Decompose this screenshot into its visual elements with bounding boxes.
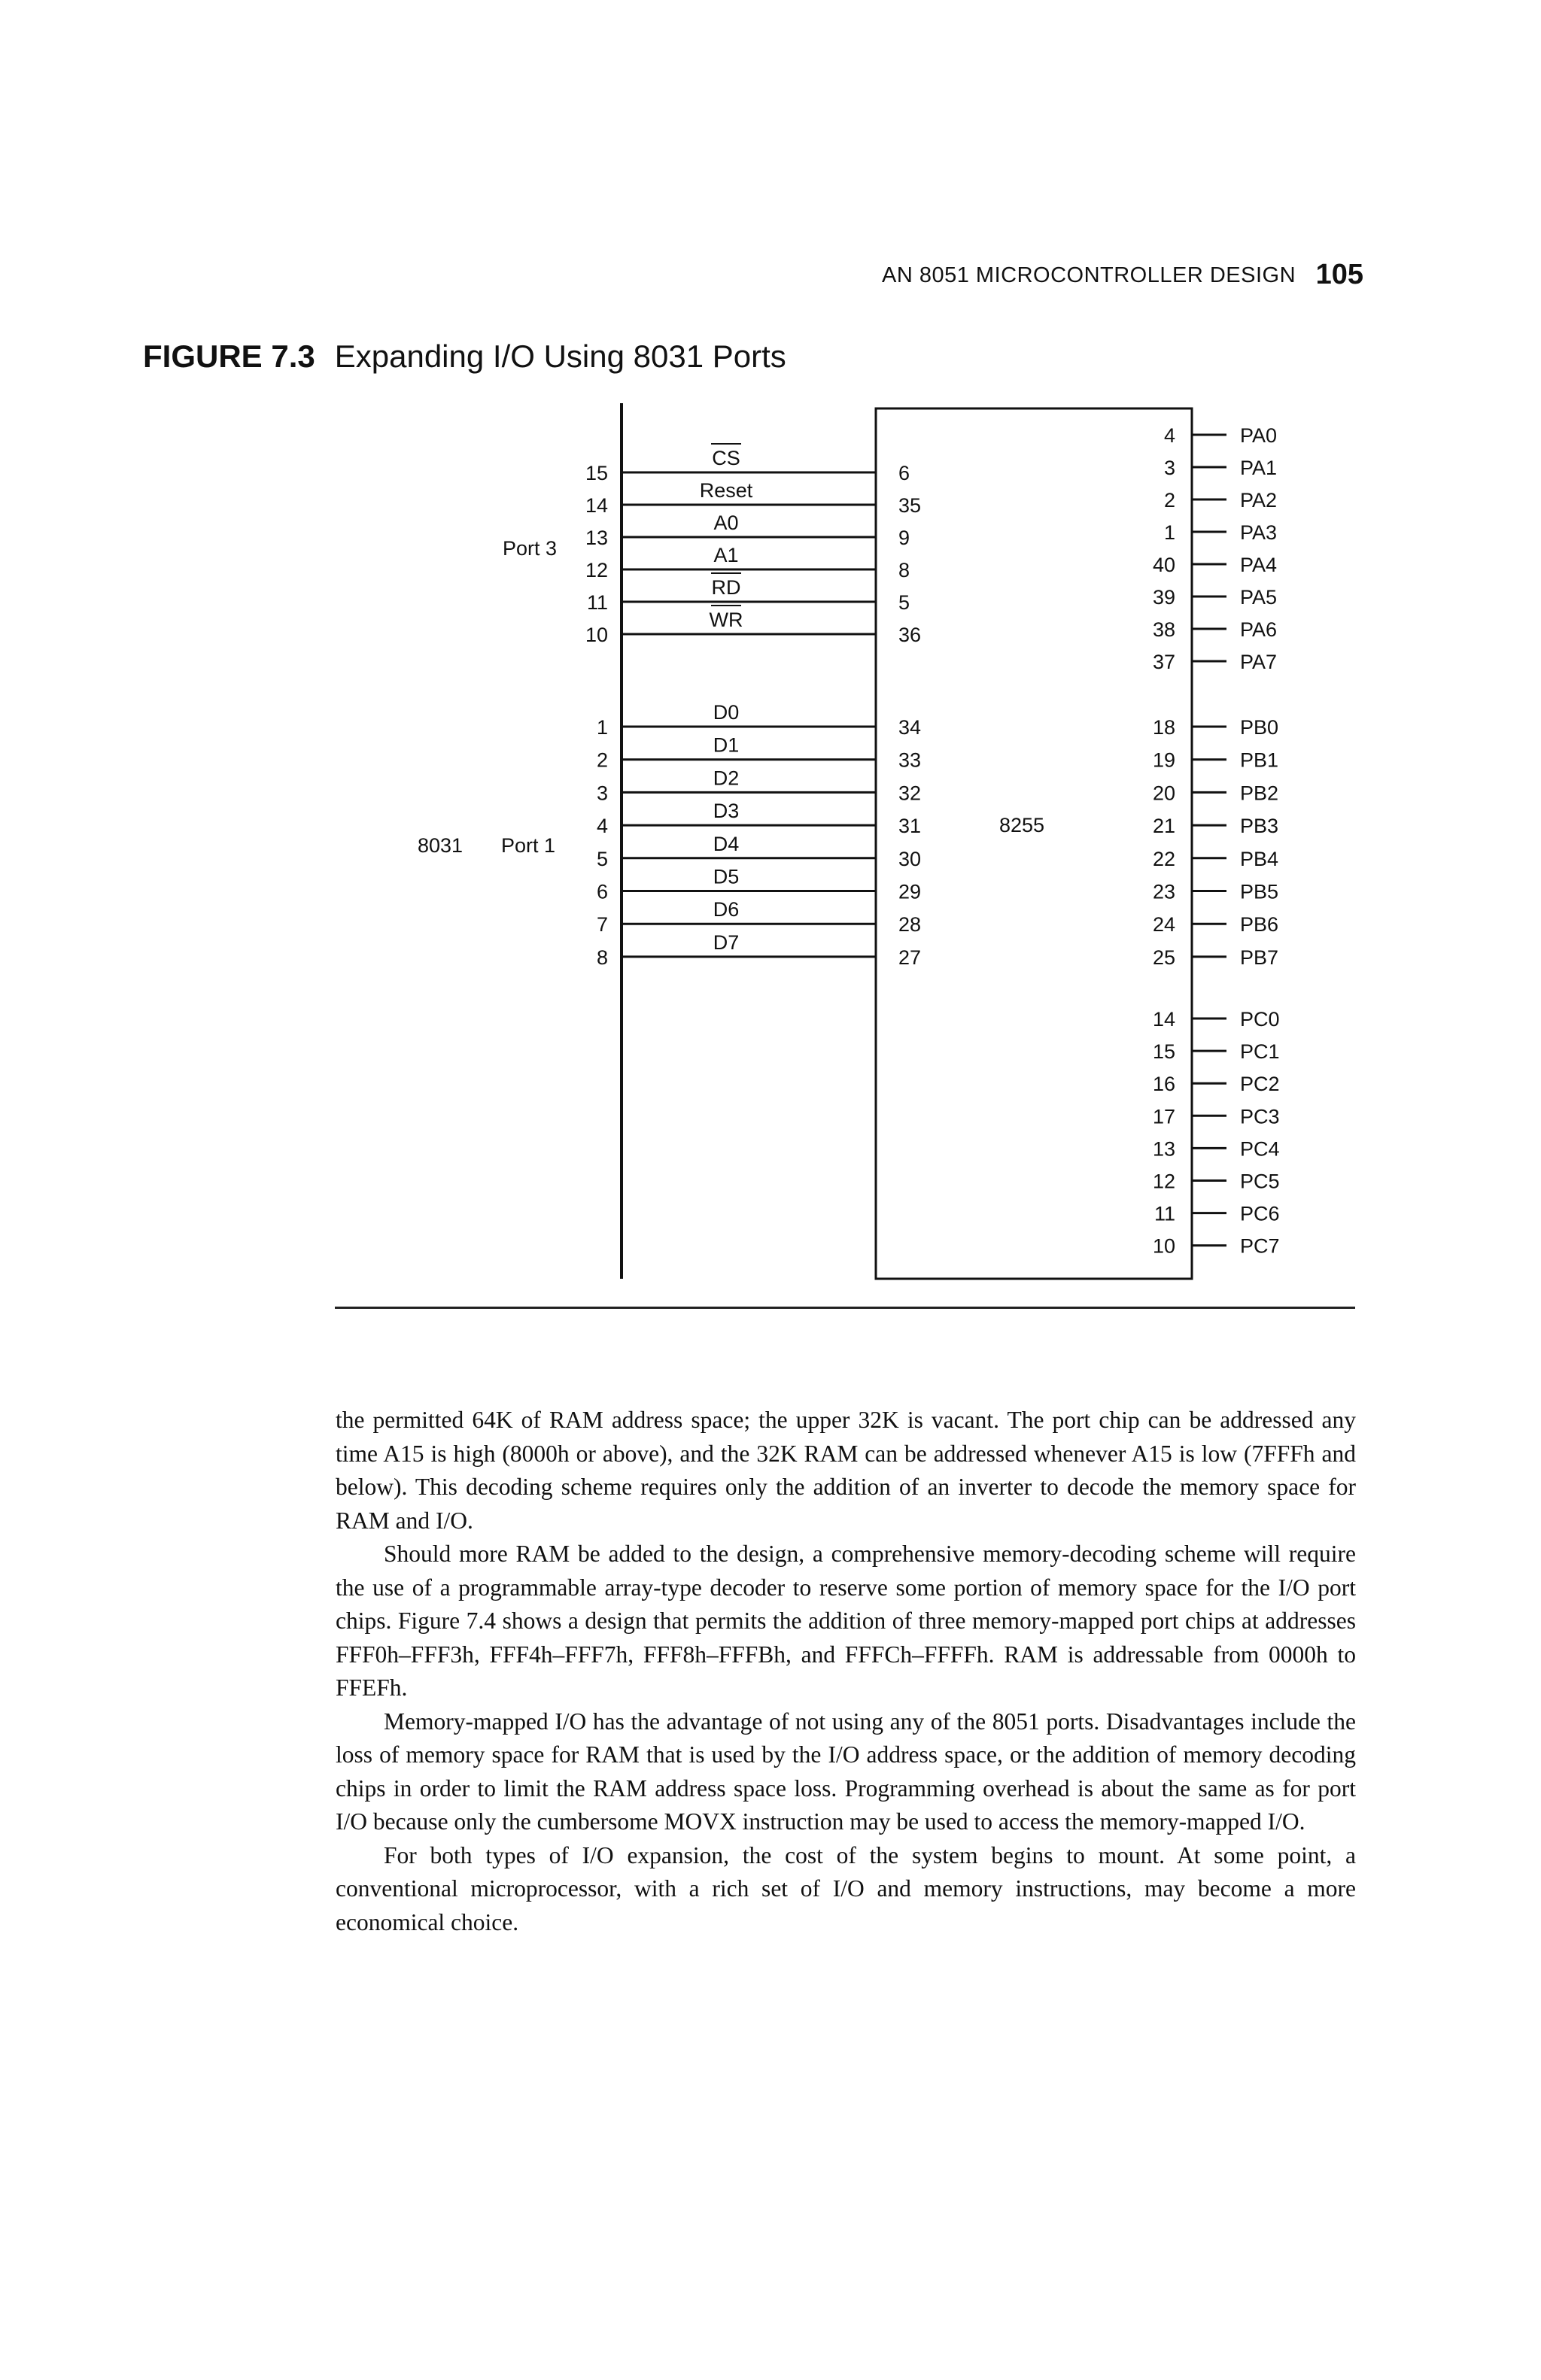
signal-label: D0 bbox=[713, 701, 740, 724]
figure-divider bbox=[335, 1307, 1355, 1309]
output-pin-number: 17 bbox=[1152, 1105, 1175, 1128]
port1-label: Port 1 bbox=[501, 834, 556, 857]
output-pin-name: PB4 bbox=[1240, 847, 1279, 870]
output-pin-name: PB7 bbox=[1240, 946, 1279, 969]
chip-8255-box bbox=[876, 408, 1192, 1279]
chip-8255-pin-number: 28 bbox=[898, 913, 922, 937]
port-pin-number: 11 bbox=[586, 591, 608, 614]
output-pin-number: 24 bbox=[1152, 913, 1175, 937]
output-pin-name: PA4 bbox=[1240, 554, 1278, 576]
output-pin-number: 4 bbox=[1163, 424, 1175, 447]
body-text bbox=[336, 1404, 1356, 1939]
output-pin-name: PC6 bbox=[1240, 1202, 1280, 1225]
figure-label: FIGURE 7.3 bbox=[143, 338, 315, 374]
port-pin-number: 14 bbox=[585, 494, 608, 517]
chip-8255-pin-number: 32 bbox=[898, 782, 922, 805]
output-pin-name: PB2 bbox=[1240, 782, 1279, 805]
output-pin-number: 3 bbox=[1163, 457, 1175, 479]
output-pin-name: PA6 bbox=[1240, 618, 1278, 641]
signal-label: D3 bbox=[713, 800, 740, 823]
output-pin-number: 10 bbox=[1152, 1234, 1175, 1258]
chip-8255-pin-number: 6 bbox=[898, 462, 910, 484]
output-pin-name: PB5 bbox=[1240, 880, 1279, 903]
signal-label: D5 bbox=[713, 865, 740, 888]
output-pin-name: PA2 bbox=[1240, 489, 1278, 512]
output-pin-number: 39 bbox=[1152, 586, 1175, 609]
port-pin-number: 12 bbox=[585, 559, 608, 581]
paragraph: the permitted 64K of RAM address space; the upper 32K is vacant. The port chip can be addressed any time A15 is high (8000h or above), and the 32K RAM can be addressed whenever A15 is low (7FFFh and below). This decoding scheme requires only the addition of an inverter to decode the memory space for RAM and I/O. bbox=[336, 1407, 1356, 1534]
port-pin-number: 8 bbox=[596, 946, 608, 969]
signal-label: CS bbox=[712, 447, 740, 469]
output-pin-number: 2 bbox=[1163, 489, 1175, 512]
output-pin-number: 14 bbox=[1152, 1008, 1175, 1031]
output-pin-name: PC0 bbox=[1240, 1008, 1280, 1031]
port-pin-number: 15 bbox=[585, 462, 608, 484]
port-a-pins bbox=[1153, 424, 1277, 673]
signal-label: A1 bbox=[713, 544, 739, 566]
output-pin-name: PC5 bbox=[1240, 1170, 1280, 1193]
paragraph: For both types of I/O expansion, the cost of the system begins to mount. At some point, a conventional microprocessor, with a rich set of I/O and memory instructions, may become a more economical choice. bbox=[336, 1841, 1356, 1935]
output-pin-name: PA1 bbox=[1240, 457, 1278, 479]
chip-8255-pin-number: 33 bbox=[898, 748, 922, 772]
signal-label: D7 bbox=[713, 930, 740, 954]
signal-label: D1 bbox=[713, 733, 740, 757]
output-pin-number: 12 bbox=[1152, 1170, 1175, 1193]
chip-8031-label: 8031 bbox=[418, 834, 464, 857]
output-pin-name: PA5 bbox=[1240, 586, 1278, 609]
chip-8255-pin-number: 34 bbox=[898, 716, 922, 739]
output-pin-name: PC4 bbox=[1240, 1137, 1280, 1161]
page-number: 105 bbox=[1315, 259, 1363, 290]
port-pin-number: 6 bbox=[596, 880, 608, 903]
output-pin-name: PB6 bbox=[1240, 913, 1279, 937]
port1-bus bbox=[597, 701, 921, 969]
port-pin-number: 13 bbox=[585, 527, 608, 549]
output-pin-number: 19 bbox=[1152, 748, 1175, 772]
output-pin-number: 1 bbox=[1163, 521, 1175, 544]
port-pin-number: 2 bbox=[596, 748, 608, 772]
chip-8255-pin-number: 29 bbox=[898, 880, 922, 903]
paragraph: Should more RAM be added to the design, a comprehensive memory-decoding scheme will require the use of a programmable array-type decoder to reserve some portion of memory space for the I/O port chips. Figure 7.4 shows a design that permits the addition of three memory-mapped port chips at addresses FFF0h–FFF3h, FFF4h–FFF7h, FFF8h–FFFBh, and FFFCh–FFFFh. RAM is addressable from 0000h to FFEFh. bbox=[336, 1541, 1356, 1701]
signal-label: D4 bbox=[713, 832, 740, 855]
output-pin-number: 18 bbox=[1152, 716, 1175, 739]
signal-label: D2 bbox=[713, 767, 740, 790]
output-pin-number: 40 bbox=[1152, 554, 1175, 576]
signal-label: RD bbox=[711, 576, 741, 599]
port-pin-number: 10 bbox=[585, 624, 608, 646]
output-pin-number: 23 bbox=[1152, 880, 1175, 903]
chip-8255-label: 8255 bbox=[999, 814, 1045, 836]
port-b-pins bbox=[1153, 716, 1278, 969]
output-pin-number: 21 bbox=[1152, 815, 1175, 838]
output-pin-number: 20 bbox=[1152, 782, 1175, 805]
port-pin-number: 7 bbox=[596, 913, 608, 937]
chip-8255-pin-number: 8 bbox=[898, 559, 910, 581]
chip-8255-pin-number: 9 bbox=[898, 527, 910, 549]
output-pin-name: PB3 bbox=[1240, 815, 1279, 838]
output-pin-number: 22 bbox=[1152, 847, 1175, 870]
signal-label: WR bbox=[709, 609, 743, 631]
figure-title: Expanding I/O Using 8031 Ports bbox=[334, 338, 786, 374]
chip-8255-pin-number: 35 bbox=[898, 494, 922, 517]
output-pin-name: PC1 bbox=[1240, 1040, 1280, 1064]
signal-label: A0 bbox=[713, 512, 739, 534]
output-pin-number: 15 bbox=[1152, 1040, 1175, 1064]
output-pin-name: PB0 bbox=[1240, 716, 1279, 739]
running-head: AN 8051 MICROCONTROLLER DESIGN bbox=[882, 263, 1296, 287]
port3-bus bbox=[585, 444, 921, 646]
output-pin-name: PA7 bbox=[1240, 651, 1278, 673]
output-pin-number: 25 bbox=[1152, 946, 1175, 969]
output-pin-number: 13 bbox=[1152, 1137, 1175, 1161]
output-pin-name: PA3 bbox=[1240, 521, 1278, 544]
chip-8255-pin-number: 5 bbox=[898, 591, 910, 614]
port-pin-number: 4 bbox=[596, 815, 608, 838]
port-pin-number: 5 bbox=[596, 847, 608, 870]
output-pin-name: PC7 bbox=[1240, 1234, 1280, 1258]
signal-label: Reset bbox=[699, 479, 753, 502]
port-pin-number: 3 bbox=[596, 782, 608, 805]
output-pin-number: 16 bbox=[1152, 1073, 1175, 1096]
output-pin-name: PC2 bbox=[1240, 1073, 1280, 1096]
output-pin-number: 38 bbox=[1152, 618, 1175, 641]
chip-8255-pin-number: 27 bbox=[898, 946, 922, 969]
output-pin-name: PB1 bbox=[1240, 748, 1279, 772]
output-pin-name: PA0 bbox=[1240, 424, 1278, 447]
port3-label: Port 3 bbox=[503, 537, 558, 560]
chip-8255-pin-number: 31 bbox=[898, 815, 922, 838]
output-pin-name: PC3 bbox=[1240, 1105, 1280, 1128]
signal-label: D6 bbox=[713, 898, 740, 921]
chip-8255-pin-number: 30 bbox=[898, 847, 922, 870]
paragraph: Memory-mapped I/O has the advantage of not using any of the 8051 ports. Disadvantages include the loss of memory space for RAM that is used by the I/O address space, or the addition of memory decoding chips in order to limit the RAM address space loss. Programming overhead is about the same as for port I/O because only the cumbersome MOVX instruction may be used to access the memory-mapped I/O. bbox=[336, 1708, 1356, 1835]
port-pin-number: 1 bbox=[596, 716, 608, 739]
output-pin-number: 11 bbox=[1153, 1202, 1175, 1225]
chip-8255-pin-number: 36 bbox=[898, 624, 922, 646]
output-pin-number: 37 bbox=[1152, 651, 1175, 673]
port-c-pins bbox=[1153, 1008, 1280, 1258]
